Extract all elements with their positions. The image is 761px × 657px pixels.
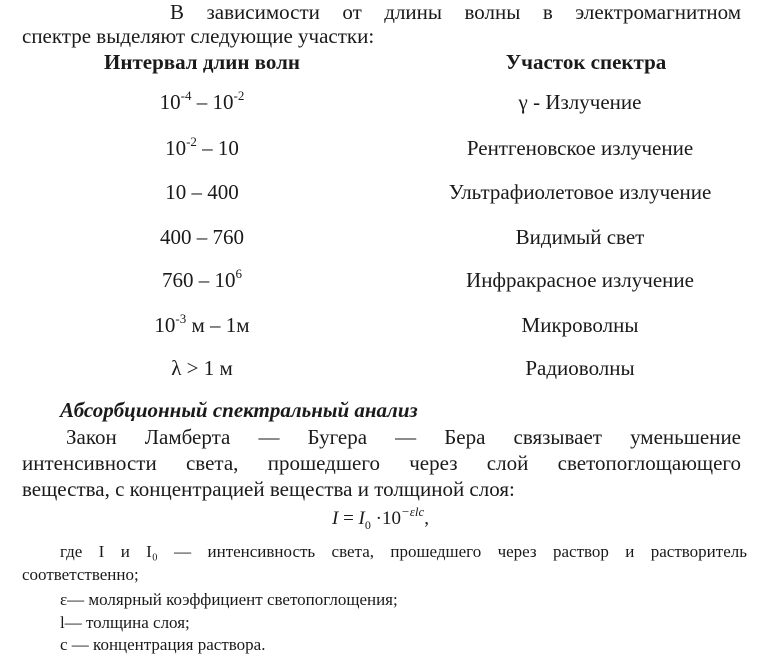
wavelength-range (67, 225, 337, 250)
formula-exponent: −εlc (400, 503, 425, 519)
formula-equals: = (338, 508, 359, 529)
range-text: – 10 (191, 90, 234, 114)
range-text: 10 – 400 (165, 180, 239, 204)
range-exponent: -4 (180, 88, 192, 103)
header-wavelength-interval: Интервал длин волн (104, 50, 300, 74)
spectrum-region: Инфракрасное излучение (466, 268, 694, 292)
section-title: Абсорбционный спектральный анализ (60, 398, 418, 422)
formula-subscript: 0 (364, 517, 371, 532)
spectrum-region: Радиоволны (525, 356, 635, 380)
paragraph-line-3: вещества, с концентрацией вещества и толщиной слоя: (22, 477, 515, 501)
definition-epsilon: ε— молярный коэффициент светопоглощения; (60, 590, 398, 609)
range-text: м – 1м (186, 313, 250, 337)
definition-line-2: соответственно; (22, 565, 139, 584)
table-row (0, 225, 761, 251)
paragraph-line-1: Закон Ламберта — Бугера — Бера связывает уменьшение (66, 425, 741, 449)
range-text: – 10 (196, 136, 239, 160)
wavelength-range (67, 136, 337, 161)
header-spectrum-region: Участок спектра (505, 50, 667, 74)
wavelength-range (67, 90, 337, 115)
intro-line-1: В зависимости от длины волны в электромагнитном (170, 0, 741, 24)
intro-line-2: спектре выделяют следующие участки: (22, 24, 375, 48)
wavelength-range (67, 313, 337, 338)
spectrum-region: Видимый свет (515, 225, 645, 249)
spectrum-region: γ - Излучение (518, 90, 642, 114)
definition-line-1: где I и I₀ — интенсивность света, прошедшего через раствор и растворитель (60, 542, 747, 561)
range-text: 10 (159, 90, 181, 114)
range-text: λ > 1 м (171, 356, 233, 380)
range-exponent: 6 (235, 266, 242, 281)
definition-l: l— толщина слоя; (60, 613, 190, 632)
wavelength-range (67, 180, 337, 205)
paragraph-line-2: интенсивности света, прошедшего через слой светопоглощающего (22, 451, 741, 475)
table-row (0, 313, 761, 339)
beer-lambert-formula (0, 503, 761, 533)
range-exponent: -3 (175, 311, 187, 326)
range-exponent: -2 (233, 88, 245, 103)
range-text: 400 – 760 (160, 225, 244, 249)
wavelength-range (67, 356, 337, 381)
formula-base: ·10 (370, 508, 401, 529)
range-text: 760 – 10 (162, 268, 236, 292)
wavelength-range (67, 268, 337, 293)
formula-comma: , (424, 508, 429, 529)
spectrum-region: Микроволны (521, 313, 639, 337)
table-row (0, 180, 761, 206)
table-row (0, 268, 761, 294)
range-text: 10 (165, 136, 187, 160)
range-text: 10 (154, 313, 176, 337)
range-exponent: -2 (186, 134, 197, 149)
formula-initial-intensity: I (358, 508, 365, 529)
table-row (0, 356, 761, 382)
table-row (0, 90, 761, 116)
table-row (0, 136, 761, 162)
definition-c: с — концентрация раствора. (60, 635, 266, 654)
spectrum-region: Ультрафиолетовое излучение (448, 180, 712, 204)
spectrum-region: Рентгеновское излучение (466, 136, 694, 160)
formula-intensity: I (332, 508, 339, 529)
